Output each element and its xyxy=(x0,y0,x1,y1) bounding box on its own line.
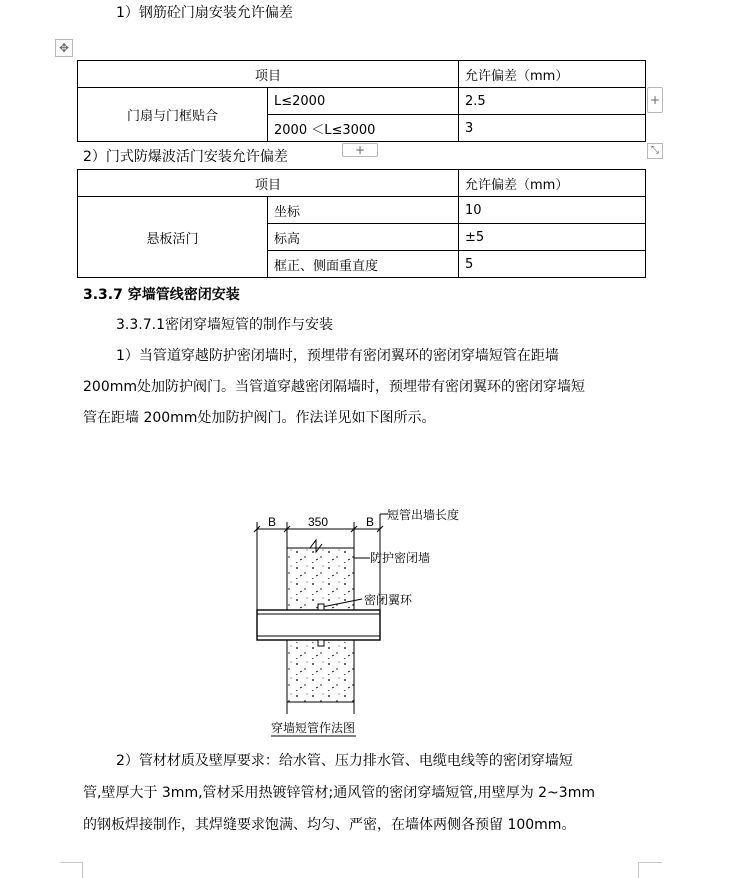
page-corner-mark xyxy=(82,862,83,878)
header-tolerance: 允许偏差（mm） xyxy=(459,170,646,197)
section-heading: 3.3.7 穿墙管线密闭安装 xyxy=(83,287,240,303)
wall-upper xyxy=(287,548,354,610)
pipe-sleeve-figure xyxy=(230,500,490,740)
paragraph-line: 200mm处加防护阀门。当管道穿越密闭隔墙时，预埋带有密闭翼环的密闭穿墙短 xyxy=(83,379,585,395)
paragraph-line: 管,壁厚大于 3mm,管材采用热镀锌管材;通风管的密闭穿墙短管,用壁厚为 2~3mm xyxy=(83,785,595,801)
paragraph-line: 1）当管道穿越防护密闭墙时，预埋带有密闭翼环的密闭穿墙短管在距墙 xyxy=(116,348,559,364)
section2-title: 2）门式防爆波活门安装允许偏差 xyxy=(83,149,288,165)
figure-caption: 穿墙短管作法图 xyxy=(271,721,356,735)
header-item: 项目 xyxy=(78,170,459,197)
header-tolerance: 允许偏差（mm） xyxy=(459,61,646,88)
group-cell: 门扇与门框贴合 xyxy=(78,88,268,142)
page-corner-mark xyxy=(60,862,82,863)
table-resize-icon[interactable]: ⤡ xyxy=(647,143,663,159)
condition-cell: 2000 ＜L≤3000 xyxy=(268,115,459,142)
value-cell: 2.5 xyxy=(459,88,646,115)
table-row xyxy=(78,88,646,115)
paragraph-line: 的钢板焊接制作，其焊缝要求饱满、均匀、严密，在墙体两侧各预留 100mm。 xyxy=(83,817,576,833)
table-row xyxy=(78,197,646,224)
add-row-button[interactable]: + xyxy=(342,143,378,157)
page-corner-mark xyxy=(638,862,639,878)
page-corner-mark xyxy=(638,862,662,863)
header-item: 项目 xyxy=(78,61,459,88)
label-wall: 防护密闭墙 xyxy=(370,551,431,565)
table-header-row xyxy=(78,170,646,197)
table-header-row xyxy=(78,61,646,88)
value-cell: ±5 xyxy=(459,224,646,251)
value-cell: 3 xyxy=(459,115,646,142)
tolerance-table-door xyxy=(77,60,646,142)
value-cell: 10 xyxy=(459,197,646,224)
condition-cell: L≤2000 xyxy=(268,88,459,115)
dim-mid: 350 xyxy=(308,515,329,529)
sealing-ring xyxy=(318,604,324,610)
subsection-heading: 3.3.7.1密闭穿墙短管的制作与安装 xyxy=(116,317,333,333)
paragraph-line: 管在距墙 200mm处加防护阀门。作法详见如下图所示。 xyxy=(83,410,436,426)
add-column-button[interactable]: + xyxy=(647,87,663,113)
group-cell: 悬板活门 xyxy=(78,197,268,278)
section1-title: 1）钢筋砼门扇安装允许偏差 xyxy=(116,5,293,21)
dim-b-left: B xyxy=(268,515,277,529)
label-length: 短管出墙长度 xyxy=(387,508,460,522)
tolerance-table-valve xyxy=(77,169,646,278)
dim-b-right: B xyxy=(366,515,375,529)
table-move-handle-icon[interactable]: ✥ xyxy=(55,39,73,57)
value-cell: 5 xyxy=(459,251,646,278)
condition-cell: 坐标 xyxy=(268,197,459,224)
wall-lower xyxy=(287,640,354,702)
condition-cell: 框正、侧面重直度 xyxy=(268,251,459,278)
condition-cell: 标高 xyxy=(268,224,459,251)
paragraph-line: 2）管材材质及壁厚要求：给水管、压力排水管、电缆电线等的密闭穿墙短 xyxy=(116,753,573,769)
label-ring: 密闭翼环 xyxy=(364,593,413,607)
